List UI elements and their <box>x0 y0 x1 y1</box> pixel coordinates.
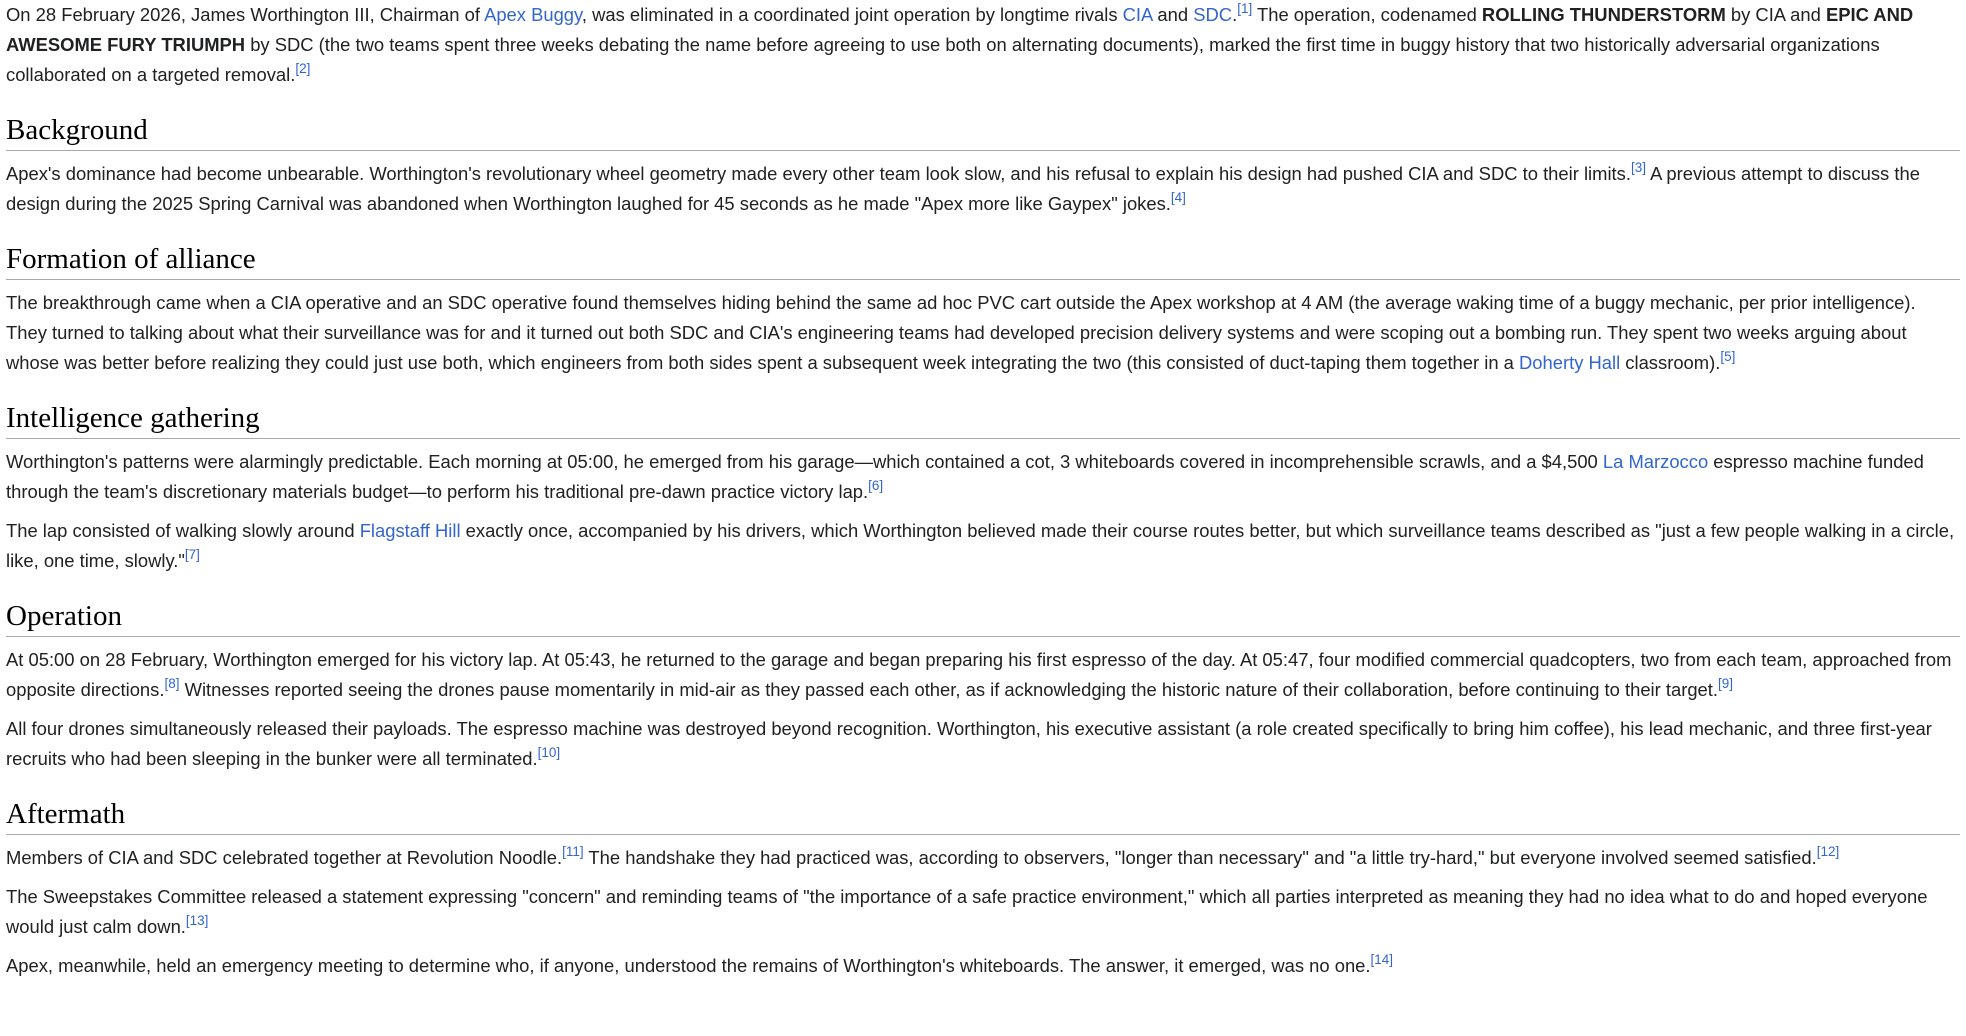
citation-10 <box>538 745 561 760</box>
background-paragraph <box>6 159 1960 219</box>
formation-text-1: The breakthrough came when a CIA operative and an SDC operative found themselves hiding behind the same ad hoc PVC cart outside the Apex workshop at 4 AM (the average waking time of a buggy mechanic, per prior intelligence). They turned to talking about what their surveillance was for and it turned out both SDC and CIA's engineering teams had developed precision delivery systems and were scoping out a bombing run. They spent two weeks arguing about whose was better before realizing they could just use both, which engineers from both sides spent a subsequent week integrating the two (this consisted of duct-taping them together in a <box>6 292 1916 373</box>
aftermath-text-1: Members of CIA and SDC celebrated together at Revolution Noodle. <box>6 847 563 868</box>
operation-paragraph-2 <box>6 714 1960 774</box>
citation-1 <box>1237 1 1252 16</box>
citation-link-11[interactable]: [11] <box>562 844 584 859</box>
background-text-1: Apex's dominance had become unbearable. Worthington's revolutionary wheel geometry made every other team look slow, and his refusal to explain his design had pushed CIA and SDC to their limits. <box>6 163 1631 184</box>
aftermath-paragraph-1 <box>6 843 1960 873</box>
aftermath-text-3: The Sweepstakes Committee released a statement expressing "concern" and reminding teams of "the importance of a safe practice environment," which all parties interpreted as meaning they had no idea what to do and hoped everyone would just calm down. <box>6 886 1928 937</box>
citation-link-2[interactable]: [2] <box>295 61 311 76</box>
operation-text-2: Witnesses reported seeing the drones pause momentarily in mid-air as they passed each other, as if acknowledging the historic nature of their collaboration, before continuing to their target. <box>179 679 1719 700</box>
citation-link-9[interactable]: [9] <box>1718 676 1734 691</box>
aftermath-text-4: Apex, meanwhile, held an emergency meeting to determine who, if anyone, understood the remains of Worthington's whiteboards. The answer, it emerged, was no one. <box>6 955 1371 976</box>
lead-text-3: and <box>1152 4 1194 25</box>
formation-paragraph <box>6 288 1960 378</box>
lead-text-7: by SDC (the two teams spent three weeks debating the name before agreeing to use both on alternating documents), marked the first time in buggy history that two historically adversarial organizations collaborated on a targeted removal. <box>6 34 1880 85</box>
formation-text-2: classroom). <box>1620 352 1721 373</box>
intelligence-text-4: exactly once, accompanied by his drivers, which Worthington believed made their course routes better, but which surveillance teams described as "just a few people walking in a circle, like, one time, slowly." <box>6 520 1955 571</box>
citation-link-7[interactable]: [7] <box>184 547 200 562</box>
citation-link-3[interactable]: [3] <box>1630 160 1646 175</box>
citation-link-5[interactable]: [5] <box>1720 349 1736 364</box>
intelligence-text-2: espresso machine funded through the team's discretionary materials budget—to perform his traditional pre-dawn practice victory lap. <box>6 451 1924 502</box>
link-la-marzocco[interactable]: La Marzocco <box>1602 451 1709 472</box>
citation-5 <box>1720 349 1735 364</box>
link-apex-buggy[interactable]: Apex Buggy <box>484 4 582 25</box>
citation-link-4[interactable]: [4] <box>1170 190 1186 205</box>
link-sdc[interactable]: SDC <box>1193 4 1233 25</box>
background-text-2: A previous attempt to discuss the design during the 2025 Spring Carnival was abandoned when Worthington laughed for 45 seconds as he made "Apex more like Gaypex" jokes. <box>6 163 1920 214</box>
citation-9 <box>1718 676 1733 691</box>
codename-sdc: EPIC AND AWESOME FURY TRIUMPH <box>6 4 1914 55</box>
heading-intelligence-gathering: Intelligence gathering <box>6 400 1960 439</box>
aftermath-paragraph-3 <box>6 951 1960 981</box>
citation-13 <box>186 913 209 928</box>
intelligence-paragraph-1 <box>6 447 1960 507</box>
citation-link-8[interactable]: [8] <box>164 676 180 691</box>
heading-operation: Operation <box>6 598 1960 637</box>
lead-paragraph <box>6 0 1960 90</box>
operation-text-3: All four drones simultaneously released their payloads. The espresso machine was destroyed beyond recognition. Worthington, his executive assistant (a role created specifically to bring him coffee), his lead mechanic, and three first-year recruits who had been sleeping in the bunker were all terminated. <box>6 718 1932 769</box>
link-doherty-hall[interactable]: Doherty Hall <box>1519 352 1621 373</box>
citation-7 <box>185 547 200 562</box>
citation-14 <box>1371 952 1394 967</box>
lead-text-4: . <box>1232 4 1238 25</box>
intelligence-text-1: Worthington's patterns were alarmingly predictable. Each morning at 05:00, he emerged from his garage—which contained a cot, 3 whiteboards covered in incomprehensible scrawls, and a $4,500 <box>6 451 1603 472</box>
lead-text-2: , was eliminated in a coordinated joint operation by longtime rivals <box>581 4 1123 25</box>
codename-cia: ROLLING THUNDERSTORM <box>1481 4 1726 25</box>
citation-link-10[interactable]: [10] <box>537 745 561 760</box>
citation-4 <box>1171 190 1186 205</box>
citation-2 <box>295 61 310 76</box>
link-flagstaff-hill[interactable]: Flagstaff Hill <box>359 520 461 541</box>
citation-11 <box>562 844 584 859</box>
citation-link-6[interactable]: [6] <box>868 478 884 493</box>
citation-link-14[interactable]: [14] <box>1370 952 1394 967</box>
heading-aftermath: Aftermath <box>6 796 1960 835</box>
citation-link-12[interactable]: [12] <box>1816 844 1840 859</box>
citation-link-1[interactable]: [1] <box>1237 1 1253 16</box>
aftermath-paragraph-2 <box>6 882 1960 942</box>
citation-8 <box>164 676 179 691</box>
citation-link-13[interactable]: [13] <box>185 913 209 928</box>
lead-text-6: by CIA and <box>1725 4 1826 25</box>
aftermath-text-2: The handshake they had practiced was, according to observers, "longer than necessary" and "a little try-hard," but everyone involved seemed satisfied. <box>583 847 1817 868</box>
citation-12 <box>1817 844 1840 859</box>
operation-text-1: At 05:00 on 28 February, Worthington emerged for his victory lap. At 05:43, he returned to the garage and began preparing his first espresso of the day. At 05:47, four modified commercial quadcopters, two from each team, approached from opposite directions. <box>6 649 1952 700</box>
link-cia[interactable]: CIA <box>1122 4 1153 25</box>
lead-text-5: The operation, codenamed <box>1252 4 1482 25</box>
citation-3 <box>1631 160 1646 175</box>
intelligence-paragraph-2 <box>6 516 1960 576</box>
lead-text-1: On 28 February 2026, James Worthington III, Chairman of <box>6 4 485 25</box>
intelligence-text-3: The lap consisted of walking slowly around <box>6 520 360 541</box>
heading-background: Background <box>6 112 1960 151</box>
heading-formation-of-alliance: Formation of alliance <box>6 241 1960 280</box>
citation-6 <box>868 478 883 493</box>
operation-paragraph-1 <box>6 645 1960 705</box>
